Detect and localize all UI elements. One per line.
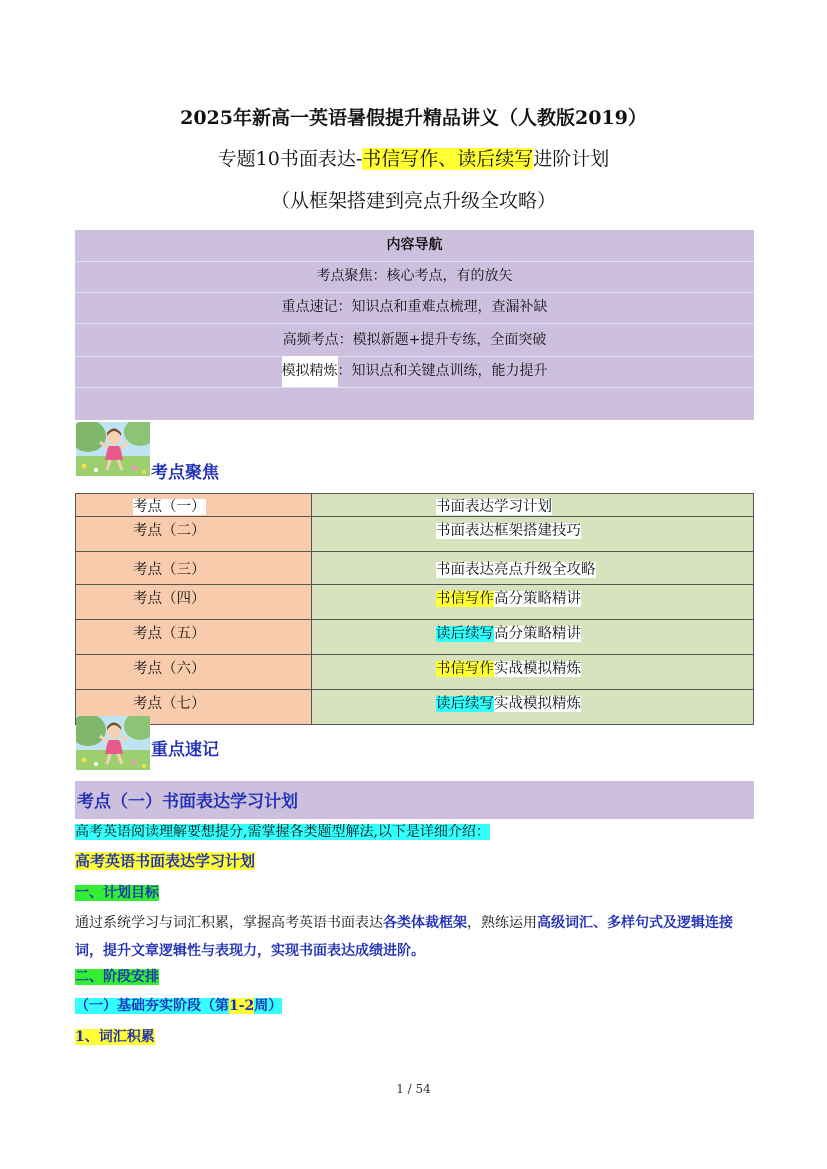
- table-row: [76, 690, 754, 725]
- table-row: [76, 655, 754, 690]
- kaodian-1-header: [75, 781, 754, 819]
- nav-item: 高频考点：模拟新题+提升专练，全面突破: [75, 325, 754, 357]
- stage1-heading: （一）基础夯实阶段（第1-2周）: [75, 998, 283, 1014]
- plan-title: 高考英语书面表达学习计划: [75, 852, 256, 870]
- goal-paragraph: 通过系统学习与词汇积累，掌握高考英语书面表达各类体裁框架，熟练运用高级词汇、多样句式及逻辑连接词，提升文章逻辑性与表现力，实现书面表达成绩进阶。: [75, 915, 733, 959]
- kaodian-topic: 书面表达亮点升级全攻略: [312, 552, 754, 585]
- kaodian-topic: 书信写作实战模拟精炼: [312, 655, 754, 690]
- section-memo-label: 重点速记: [151, 740, 219, 760]
- kaodian-label: 考点（一）: [76, 494, 312, 517]
- nav-item: 考点聚焦：核心考点，有的放矢: [75, 261, 754, 293]
- kaodian-label: 考点（六）: [76, 655, 312, 690]
- nav-heading: 内容导航: [75, 230, 754, 262]
- kaodian-label: 考点（七）: [76, 690, 312, 725]
- nav-item: 重点速记：知识点和重难点梳理，查漏补缺: [75, 292, 754, 324]
- doc-subtitle: [0, 144, 827, 171]
- table-row: [76, 494, 754, 517]
- table-row: [76, 585, 754, 620]
- girl-running-icon: [76, 716, 150, 770]
- table-row: [76, 620, 754, 655]
- kaodian-label: 考点（四）: [76, 585, 312, 620]
- doc-subtitle-2: （从框架搭建到亮点升级全攻略）: [270, 190, 556, 212]
- vocab-heading: 1、词汇积累: [75, 1029, 155, 1045]
- kaodian-topic: 书信写作高分策略精讲: [312, 585, 754, 620]
- section-focus-label: 考点聚焦: [151, 463, 219, 483]
- content-navigation: [75, 230, 754, 420]
- stage-heading: 二、阶段安排: [75, 969, 159, 985]
- kaodian-1-title: 考点（一）书面表达学习计划: [77, 792, 298, 812]
- kaodian-label: 考点（三）: [76, 552, 312, 585]
- goal-heading: 一、计划目标: [75, 885, 159, 901]
- kaodian-table: [75, 493, 754, 725]
- nav-item: 模拟精炼：知识点和关键点训练，能力提升: [75, 356, 754, 388]
- subtitle-highlight: 书信写作、读后续写: [362, 148, 534, 170]
- kaodian-label: 考点（二）: [76, 517, 312, 552]
- girl-running-icon: [76, 422, 150, 476]
- kaodian-topic: 书面表达框架搭建技巧: [312, 517, 754, 552]
- intro-line: 高考英语阅读理解要想提分,需掌握各类题型解法,以下是详细介绍：: [75, 824, 490, 840]
- kaodian-topic: 书面表达学习计划: [312, 494, 754, 517]
- kaodian-label: 考点（五）: [76, 620, 312, 655]
- subtitle-post: 进阶计划: [533, 148, 610, 170]
- doc-title: 2025年新高一英语暑假提升精品讲义（人教版2019）: [180, 107, 647, 129]
- page-number: 1 / 54: [396, 1082, 431, 1096]
- table-row: [76, 552, 754, 585]
- kaodian-topic: 读后续写实战模拟精炼: [312, 690, 754, 725]
- table-row: [76, 517, 754, 552]
- kaodian-topic: 读后续写高分策略精讲: [312, 620, 754, 655]
- subtitle-pre: 专题10书面表达-: [217, 148, 363, 170]
